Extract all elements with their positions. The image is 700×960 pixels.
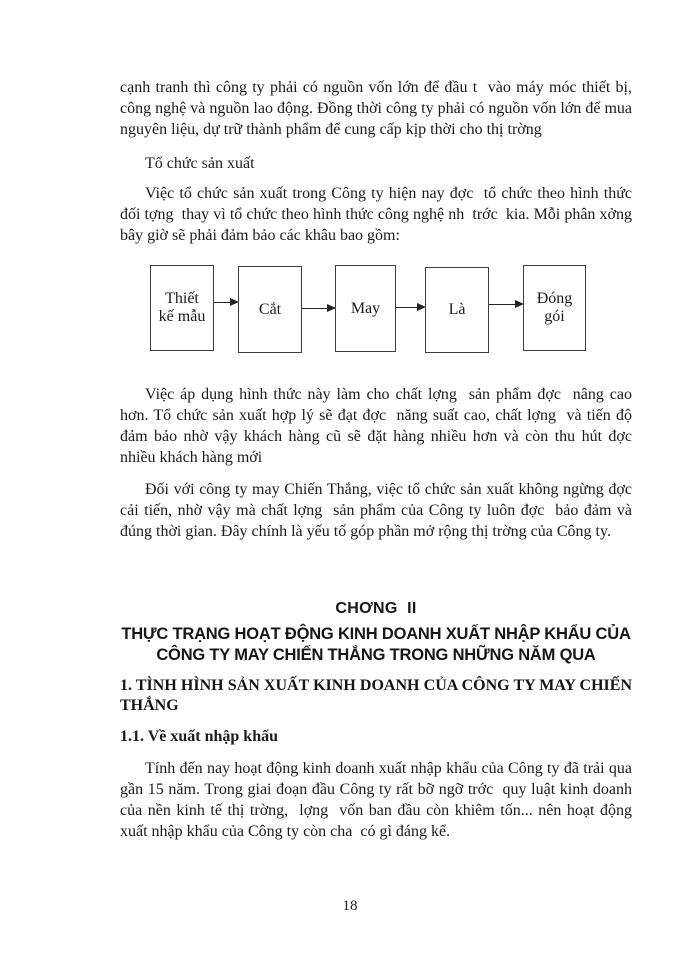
flow-step-dong-goi [523,265,586,351]
flow-arrow-icon [302,308,334,309]
section-1-heading [120,676,632,716]
flow-arrow-icon [489,304,522,305]
para-intro: cạnh tranh thì công ty phải có nguồn vốn lớn để đầu t vào máy móc thiết bị, công nghệ và nguồn lao động. Đồng thời công ty phải có nguồn vốn lớn để mua nguyên liệu, dự trữ thành phẩm để cung cấp kịp thời cho thị trờng [120,79,636,138]
flow-step-may [335,265,396,352]
section-1-heading-line2: THẮNG [120,697,179,714]
page-number: 18 [342,898,358,914]
flow-arrow-icon [396,307,424,308]
heading-to-chuc-san-xuat: Tổ chức sản xuất [145,155,255,172]
flow-step-label: Là [448,301,466,318]
flow-step-la [425,267,489,353]
section-1-heading-line1: 1. TÌNH HÌNH SẢN XUẤT KINH DOANH CỦA CÔNG TY MAY CHIẾN [120,677,632,694]
para-organization: Việc tổ chức sản xuất trong Công ty hiện nay đợc tổ chức theo hình thức đối tợng thay vì tổ chức theo hình thức công nghệ nh trớc kia. Mỗi phân xởng bây giờ sẽ phải đảm bảo các khâu bao gồm: [120,185,640,244]
flow-step-cat [238,266,302,353]
flow-step-thiet-ke-mau [150,265,214,351]
para-history: Tính đến nay hoạt động kinh doanh xuất nhập khẩu của Công ty đã trải qua gần 15 năm. Trong giai đoạn đầu Công ty rất bỡ ngỡ trớc quy luật kinh doanh của nền kinh tế thị trờng, lợng vốn ban đầu còn khiêm tốn... nên hoạt động xuất nhập khẩu của Công ty còn cha có gì đáng kể. [120,760,636,840]
chapter-number-heading: CHƠNG II [335,600,417,617]
flow-step-label: Đóng gói [536,290,573,325]
para-effect: Việc áp dụng hình thức này làm cho chất lợng sản phẩm đợc nâng cao hơn. Tổ chức sản xuất hợp lý sẽ đạt đợc năng suất cao, chất lợng và tiến độ đảm bảo nhờ vậy khách hàng cũ sẽ đặt hàng nhiều hơn và còn thu hút đợc nhiều khách hàng mới [120,386,640,466]
flow-step-label: Thiết kế mẫu [158,290,206,325]
chapter-title [94,624,658,666]
chapter-title-line1: THỰC TRẠNG HOẠT ĐỘNG KINH DOANH XUẤT NHẬP KHẨU CỦA [121,625,631,643]
chapter-title-line2: CÔNG TY MAY CHIẾN THẮNG TRONG NHỮNG NĂM QUA [156,646,596,664]
flow-step-label: May [350,299,381,317]
subsection-1-1-heading: 1.1. Về xuất nhập khẩu [120,728,278,745]
flow-arrow-icon [214,302,237,303]
para-chien-thang: Đối với công ty may Chiến Thắng, việc tổ chức sản xuất không ngừng đợc cải tiến, nhờ vậy mà chất lợng sản phẩm của Công ty luôn đợc bảo đảm và đúng thời gian. Đây chính là yếu tố góp phần mở rộng thị trờng của Công ty. [120,481,640,540]
production-flowchart [0,263,700,358]
flow-step-label: Cắt [258,300,282,318]
